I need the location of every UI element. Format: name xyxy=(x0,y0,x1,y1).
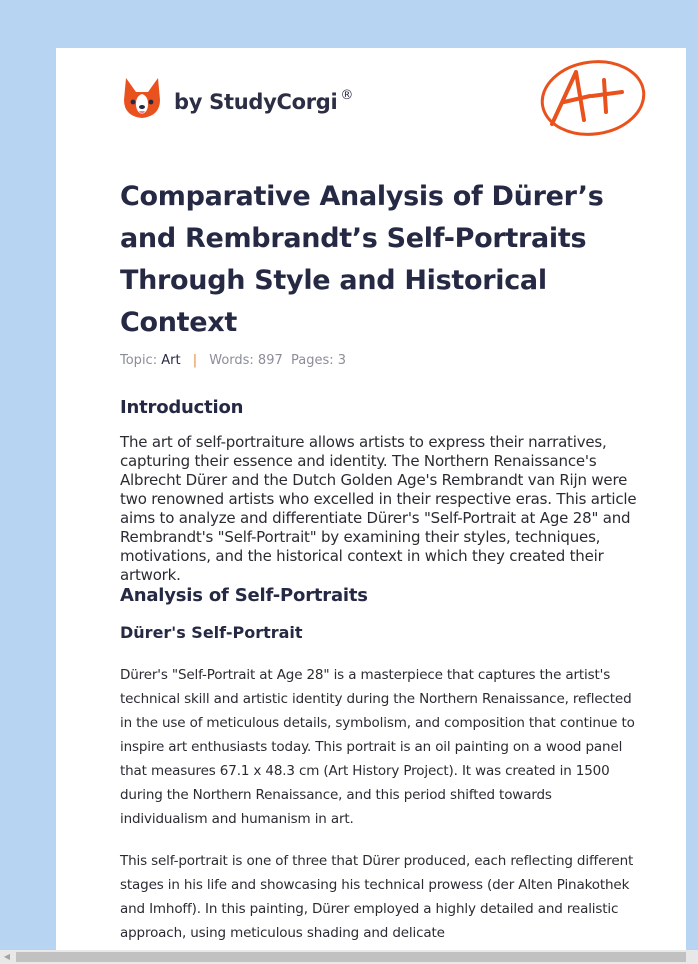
document-title: Comparative Analysis of Dürer’s and Rembrandt’s Self-Portraits Through Style and Historical Context xyxy=(120,181,604,338)
document-page xyxy=(56,48,686,950)
document-meta xyxy=(120,353,346,368)
topic-link[interactable]: Art xyxy=(161,353,181,368)
introduction-paragraph: The art of self-portraiture allows artists to express their narratives, capturing their essence and identity. The Northern Renaissance's Albrecht Dürer and the Dutch Golden Age's Rembrandt van Rijn were two renowned artists who excelled in their respective eras. This article aims to analyze and differentiate Dürer's "Self-Portrait at Age 28" and Rembrandt's "Self-Portrait" by examining their styles, techniques, motivations, and the historical context in which they created their artwork. xyxy=(120,433,637,584)
analysis-heading: Analysis of Self-Portraits xyxy=(120,585,368,606)
meta-separator: | xyxy=(192,353,198,368)
corgi-icon xyxy=(122,76,162,120)
page-count: Pages: 3 xyxy=(291,353,347,368)
scrollbar-thumb[interactable] xyxy=(16,952,686,962)
studycorgi-logo[interactable] xyxy=(122,76,353,120)
horizontal-scrollbar[interactable] xyxy=(0,950,698,964)
introduction-heading: Introduction xyxy=(120,397,244,418)
body-paragraph: Dürer's "Self-Portrait at Age 28" is a masterpiece that captures the artist's technical skill and artistic identity during the Northern Renaissance, reflected in the use of meticulous details, symbolism, and composition that continue to inspire art enthusiasts today. This portrait is an oil painting on a wood panel that measures 67.1 x 48.3 cm (Art History Project). It was created in 1500 during the Northern Renaissance, and this period shifted towards individualism and humanism in art. xyxy=(120,667,635,827)
durer-heading: Dürer's Self-Portrait xyxy=(120,623,303,642)
brand-name: by StudyCorgi ® xyxy=(174,88,354,114)
word-count: Words: 897 xyxy=(209,353,283,368)
body-paragraph: This self-portrait is one of three that Dürer produced, each reflecting different stages in his life and showcasing his technical prowess (der Alten Pinakothek and Imhoff). In this painting, Dürer employed a highly detailed and realistic approach, using meticulous shading and delicate xyxy=(120,853,634,941)
scroll-left-icon[interactable]: ◀ xyxy=(3,952,11,961)
a-plus-badge xyxy=(538,58,648,144)
topic-label: Topic: xyxy=(120,353,158,368)
